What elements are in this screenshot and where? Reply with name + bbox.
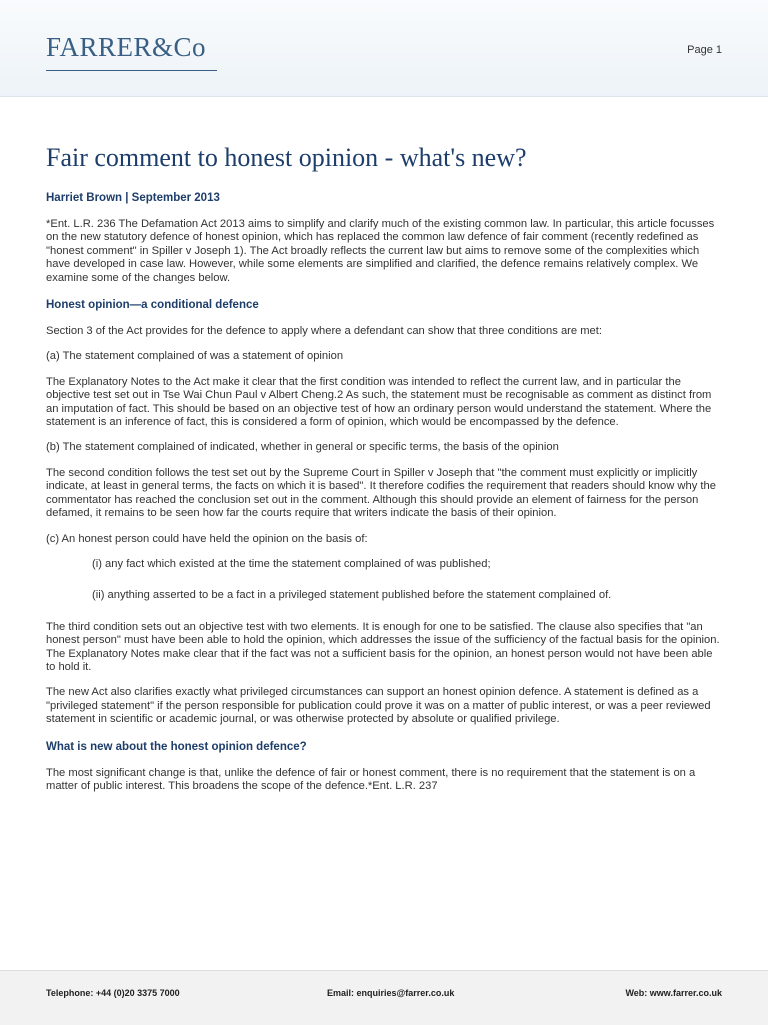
footer-web: Web: www.farrer.co.uk — [625, 988, 722, 998]
condition-c-ii: (ii) anything asserted to be a fact in a privileged statement published before the statement complained of. — [92, 589, 612, 602]
paragraph-intro: *Ent. L.R. 236 The Defamation Act 2013 aims to simplify and clarify much of the existing common law. In particular, this article focusses on the new statutory defence of honest opinion, which has replaced the common law defence of fair comment (recently redefined as "honest comment" in Spiller v Joseph 1). The Act broadly reflects the current law but aims to remove some of the complexities which have developed in case law. However, while some elements are simplified and clarified, the defence remains relatively complex. We examine some of the changes below. — [46, 218, 715, 284]
paragraph-section-3: Section 3 of the Act provides for the defence to apply where a defendant can show that three conditions are met: — [46, 325, 602, 338]
article-body — [46, 142, 722, 805]
paragraph-significant-change: The most significant change is that, unlike the defence of fair or honest comment, there is no requirement that the statement is on a matter of public interest. This broadens the scope of the defence.*Ent. L.R. 237 — [46, 766, 696, 792]
paragraph-explanatory-notes: The Explanatory Notes to the Act make it clear that the first condition was intended to reflect the current law, and in particular the objective test set out in Tse Wai Chun Paul v Albert Cheng.2 As such, the statement must be recognisable as comment as distinct from an imputation of fact. This should be based on an objective test of how an ordinary person would understand the statement. Where the statement is an inference of fact, this is considered a form of opinion, which would be encompassed by the defence. — [46, 375, 712, 429]
article-title: Fair comment to honest opinion - what's new? — [46, 143, 527, 172]
author-byline: Harriet Brown | September 2013 — [46, 192, 220, 204]
page-footer — [0, 970, 768, 1025]
condition-b: (b) The statement complained of indicated, whether in general or specific terms, the basis of the opinion — [46, 441, 559, 454]
footer-email: Email: enquiries@farrer.co.uk — [327, 988, 455, 998]
logo-underline — [46, 70, 217, 71]
condition-c: (c) An honest person could have held the opinion on the basis of: — [46, 532, 368, 545]
paragraph-second-condition: The second condition follows the test set out by the Supreme Court in Spiller v Joseph that "the comment must explicitly or implicitly indicate, at least in general terms, the facts on which it is based". It therefore codifies the requirement that readers should know why the commentator has reached the conclusion set out in the comment. Although this should provide an element of fairness for the person defamed, it remains to be seen how far the courts require that writers indicate the basis of their opinion. — [46, 466, 716, 520]
page-header — [0, 0, 768, 97]
condition-c-i: (i) any fact which existed at the time the statement complained of was published; — [92, 557, 491, 570]
section-heading-conditional-defence: Honest opinion—a conditional defence — [46, 299, 259, 312]
footer-telephone: Telephone: +44 (0)20 3375 7000 — [46, 988, 180, 998]
condition-a: (a) The statement complained of was a statement of opinion — [46, 350, 344, 363]
paragraph-privileged-statement: The new Act also clarifies exactly what privileged circumstances can support an honest opinion defence. A statement is defined as a "privileged statement" if the person responsible for publication could prove it was on a matter of public interest, or was a peer reviewed statement in scientific or academic journal, or was otherwise protected by absolute or qualified privilege. — [46, 686, 711, 726]
section-heading-whats-new: What is new about the honest opinion defence? — [46, 740, 307, 753]
paragraph-third-condition: The third condition sets out an objective test with two elements. It is enough for one to be satisfied. The clause also specifies that "an honest person" must have been able to hold the opinion, which addresses the issue of the sufficiency of the factual basis for the opinion. The Explanatory Notes make clear that if the fact was not a sufficient basis for the opinion, an honest person would not have been able to hold it. — [46, 620, 720, 673]
farrer-logo: FARRER&Co — [46, 32, 207, 62]
page-number: Page 1 — [687, 44, 722, 56]
